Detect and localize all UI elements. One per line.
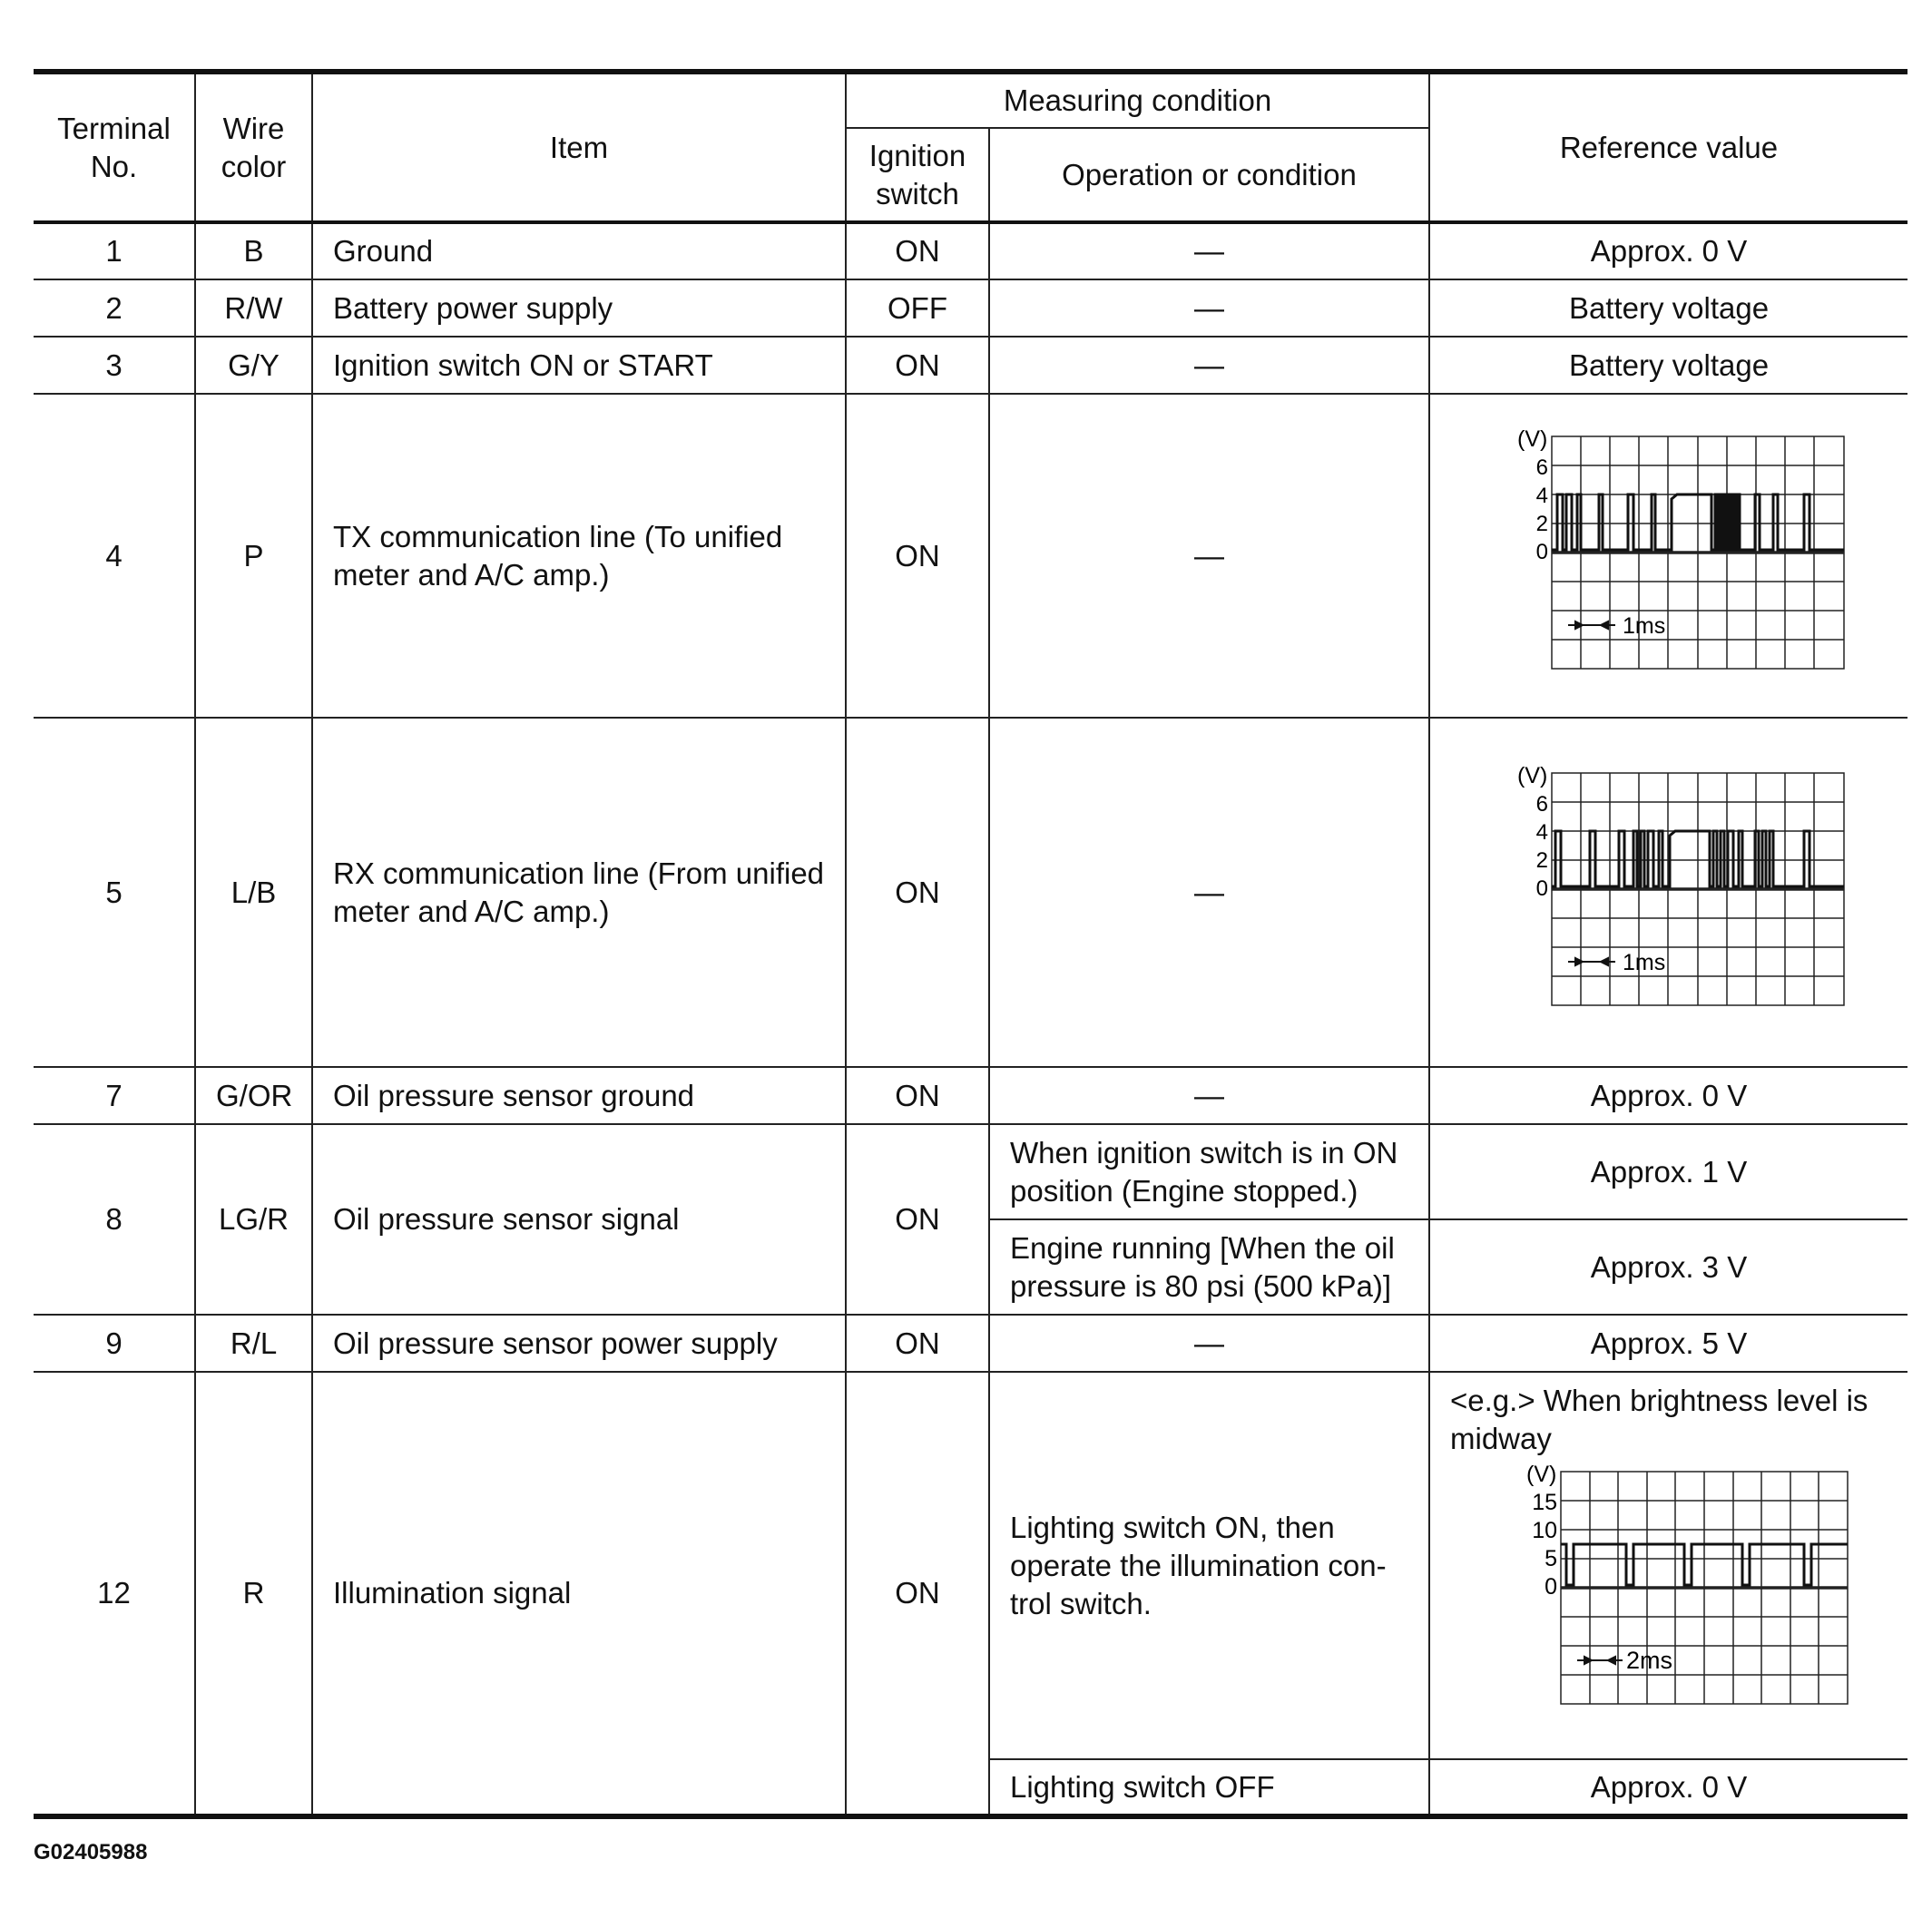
table-row <box>34 1315 1907 1372</box>
scope-unit-label: (V) <box>1526 1462 1557 1487</box>
reference-note: <e.g.> When brightness level is midway <box>1450 1384 1868 1455</box>
header-operation-or-condition: Operation or condition <box>989 128 1429 222</box>
item-cell: RX communication line (From unified meter and A/C amp.) <box>312 718 846 1067</box>
header-reference-value: Reference value <box>1429 72 1907 222</box>
condition-cell: Lighting switch ON, then operate the illumination con-trol switch. <box>989 1372 1429 1759</box>
reference-cell <box>1429 394 1907 718</box>
scope-tick-label: 5 <box>1545 1546 1557 1571</box>
item-cell: Illumination signal <box>312 1372 846 1816</box>
scope-tick-label: 2 <box>1535 511 1548 536</box>
scope-tick-label: 15 <box>1532 1490 1557 1515</box>
wire-color-cell: R/W <box>195 279 312 337</box>
header-measuring-condition: Measuring condition <box>846 72 1429 128</box>
scope-tick-label: 6 <box>1535 455 1548 480</box>
rx-waveform-scope <box>1492 763 1846 1035</box>
scope-time-label: 2ms <box>1626 1647 1673 1674</box>
wire-color-cell: B <box>195 222 312 279</box>
condition-cell: — <box>989 337 1429 394</box>
terminal-cell: 4 <box>34 394 195 718</box>
scope-grid <box>1552 436 1844 669</box>
table-row <box>34 1124 1907 1219</box>
scope-tick-label: 4 <box>1535 483 1548 508</box>
table-row <box>34 279 1907 337</box>
ignition-cell: OFF <box>846 279 989 337</box>
ignition-cell: ON <box>846 337 989 394</box>
condition-cell: — <box>989 279 1429 337</box>
item-cell: Battery power supply <box>312 279 846 337</box>
header-wire-color: Wire color <box>195 72 312 222</box>
reference-cell: Approx. 0 V <box>1429 222 1907 279</box>
table-row <box>34 1067 1907 1124</box>
table-row <box>34 394 1907 718</box>
terminal-cell: 3 <box>34 337 195 394</box>
wire-color-cell: R <box>195 1372 312 1816</box>
wire-color-cell: G/Y <box>195 337 312 394</box>
reference-cell: Battery voltage <box>1429 337 1907 394</box>
scope-time-label: 1ms <box>1623 949 1666 975</box>
ignition-cell: ON <box>846 1315 989 1372</box>
tx-waveform-scope <box>1492 426 1846 699</box>
reference-cell <box>1429 718 1907 1067</box>
scope-tick-label: 0 <box>1545 1574 1557 1600</box>
condition-cell: — <box>989 1067 1429 1124</box>
item-cell: TX communication line (To unified meter and A/C amp.) <box>312 394 846 718</box>
terminal-cell: 2 <box>34 279 195 337</box>
table-row <box>34 222 1907 279</box>
terminal-reference-table <box>34 69 1907 1819</box>
wire-color-cell: LG/R <box>195 1124 312 1315</box>
table-row <box>34 718 1907 1067</box>
scope-tick-label: 10 <box>1532 1518 1557 1543</box>
wire-color-cell: R/L <box>195 1315 312 1372</box>
condition-cell: — <box>989 394 1429 718</box>
reference-cell: Battery voltage <box>1429 279 1907 337</box>
time-scale-marker <box>1568 958 1615 965</box>
item-cell: Oil pressure sensor signal <box>312 1124 846 1315</box>
item-cell: Ground <box>312 222 846 279</box>
header-item: Item <box>312 72 846 222</box>
scope-grid <box>1552 773 1844 1005</box>
reference-cell: Approx. 1 V <box>1429 1124 1907 1219</box>
scope-unit-label: (V) <box>1517 762 1548 788</box>
terminal-cell: 7 <box>34 1067 195 1124</box>
ignition-cell: ON <box>846 1372 989 1816</box>
wire-color-cell: L/B <box>195 718 312 1067</box>
illumination-waveform-scope <box>1496 1462 1849 1712</box>
ignition-cell: ON <box>846 718 989 1067</box>
scope-tick-label: 2 <box>1535 847 1548 873</box>
table-row <box>34 337 1907 394</box>
wire-color-cell: G/OR <box>195 1067 312 1124</box>
time-scale-marker <box>1577 1657 1623 1664</box>
ignition-cell: ON <box>846 1124 989 1315</box>
ignition-cell: ON <box>846 394 989 718</box>
scope-tick-label: 4 <box>1535 819 1548 845</box>
ignition-cell: ON <box>846 222 989 279</box>
reference-cell: Approx. 0 V <box>1429 1067 1907 1124</box>
time-scale-marker <box>1568 621 1615 629</box>
scope-tick-label: 0 <box>1535 876 1548 901</box>
header-ignition-switch: Ignition switch <box>846 128 989 222</box>
table-row <box>34 1372 1907 1759</box>
terminal-cell: 1 <box>34 222 195 279</box>
terminal-cell: 8 <box>34 1124 195 1315</box>
item-cell: Oil pressure sensor power supply <box>312 1315 846 1372</box>
scope-tick-label: 0 <box>1535 539 1548 564</box>
item-cell: Oil pressure sensor ground <box>312 1067 846 1124</box>
scope-tick-label: 6 <box>1535 791 1548 817</box>
condition-cell: — <box>989 718 1429 1067</box>
reference-cell <box>1429 1372 1907 1759</box>
scope-time-label: 1ms <box>1623 612 1666 639</box>
condition-cell: — <box>989 1315 1429 1372</box>
condition-cell: Engine running [When the oil pressure is 80 psi (500 kPa)] <box>989 1219 1429 1315</box>
item-cell: Ignition switch ON or START <box>312 337 846 394</box>
header-terminal-no: Terminal No. <box>34 72 195 222</box>
reference-cell: Approx. 5 V <box>1429 1315 1907 1372</box>
wire-color-cell: P <box>195 394 312 718</box>
terminal-cell: 5 <box>34 718 195 1067</box>
scope-unit-label: (V) <box>1517 426 1548 452</box>
reference-cell: Approx. 0 V <box>1429 1759 1907 1816</box>
condition-cell: Lighting switch OFF <box>989 1759 1429 1816</box>
terminal-cell: 9 <box>34 1315 195 1372</box>
condition-cell: — <box>989 222 1429 279</box>
reference-cell: Approx. 3 V <box>1429 1219 1907 1315</box>
condition-cell: When ignition switch is in ON position (Engine stopped.) <box>989 1124 1429 1219</box>
figure-code: G02405988 <box>34 1840 148 1864</box>
ignition-cell: ON <box>846 1067 989 1124</box>
terminal-cell: 12 <box>34 1372 195 1816</box>
scope-grid <box>1561 1472 1848 1704</box>
